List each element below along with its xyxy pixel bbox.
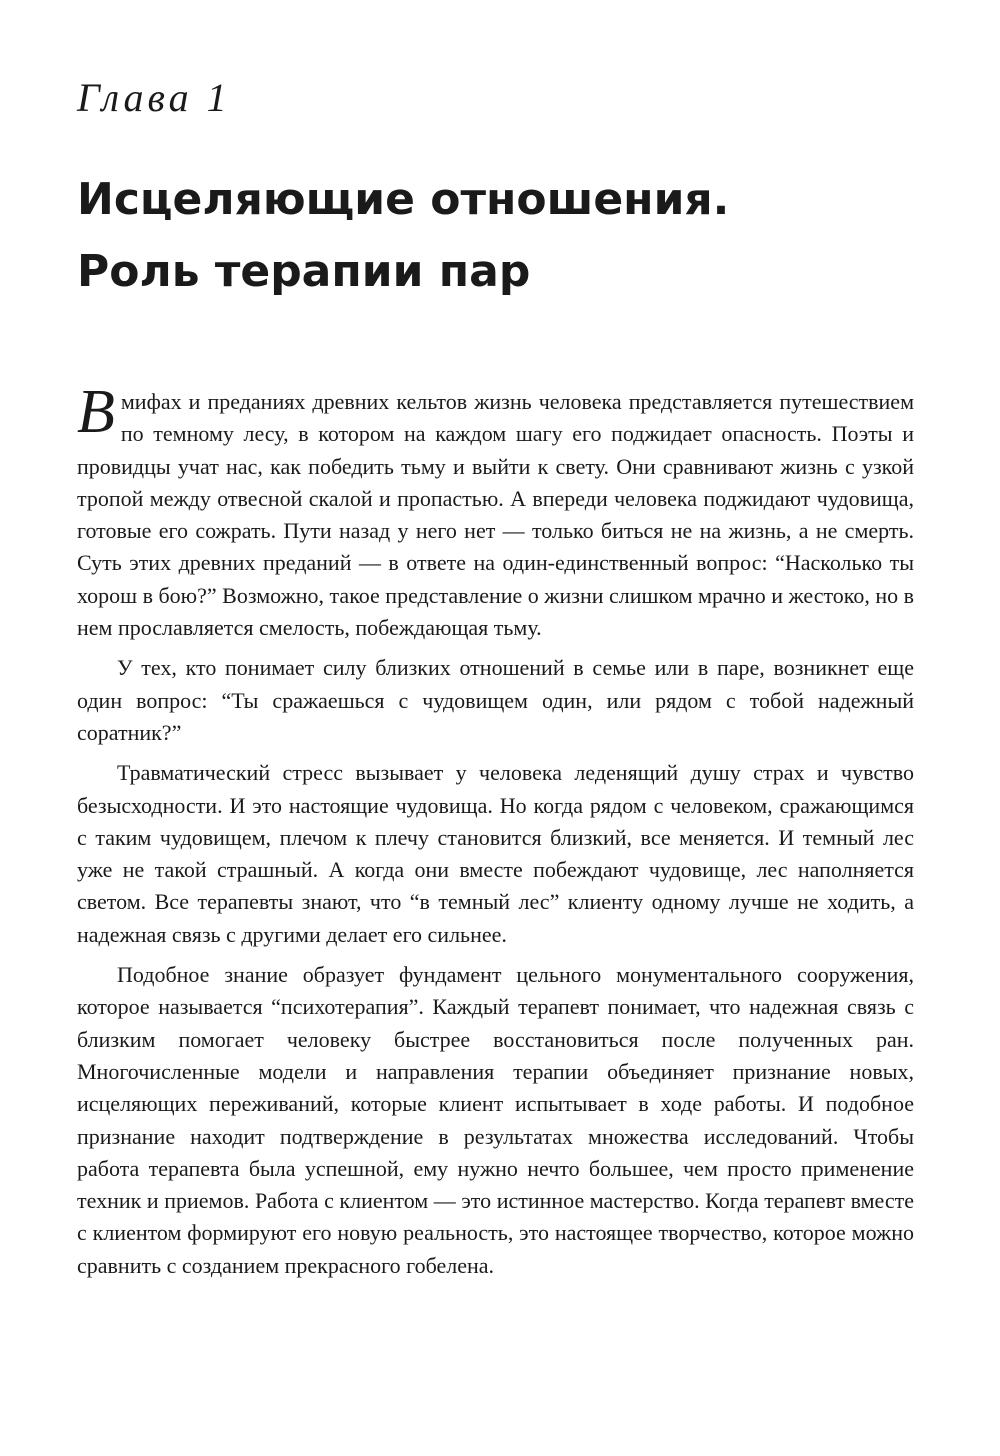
paragraph-2: У тех, кто понимает силу близких отношений в семье или в паре, возникнет еще один вопрос: “Ты сражаешься с чудовищем один, или рядом с тобой надежный соратник?” [77, 655, 914, 745]
paragraph-4: Подобное знание образует фундамент цельного монументального сооружения, которое называется “психотерапия”. Каждый терапевт понимает, что надежная связь с близким помогает человеку быстрее восстановиться после полученных ран. Многочисленные модели и направления терапии объединяет признание новых, исцеляющих переживаний, которые клиент испытывает в ходе работы. И подобное признание находит подтверждение в результатах множества исследований. Чтобы работа терапевта была успешной, ему нужно нечто большее, чем просто применение техник и приемов. Работа с клиентом — это истинное мастерство. Когда терапевт вместе с клиентом формируют его новую реальность, это настоящее творчество, которое можно сравнить с созданием прекрасного гобелена. [77, 962, 914, 1278]
chapter-title-line-1: Исцеляющие отношения. [77, 174, 730, 225]
chapter-title-line-2: Роль терапии пар [77, 246, 531, 297]
drop-cap: В [77, 378, 115, 446]
paragraph-1-text: мифах и преданиях древних кельтов жизнь человека представляется путешествием по темному лесу, в котором на каждом шагу его поджидает опасность. Поэты и провидцы учат нас, как победить тьму и выйти к свету. Они сравнивают жизнь с узкой тропой между отвесной скалой и пропастью. А впереди человека поджидают чудовища, готовые его сожрать. Пути назад у него нет — только биться не на жизнь, а не смерть. Суть этих древних преданий — в ответе на один-единственный вопрос: “Насколько ты хорош в бою?” Возможно, такое представление о жизни слишком мрачно и жестоко, но в нем прославляется смелость, побеждающая тьму. [77, 389, 915, 641]
chapter-label: Глава 1 [77, 75, 231, 120]
chapter-body [77, 378, 915, 1290]
paragraph-1 [77, 378, 915, 644]
paragraph-3: Травматический стресс вызывает у человека леденящий душу страх и чувство безысходности. И это настоящие чудовища. Но когда рядом с человеком, сражающимся с таким чудовищем, плечом к плечу становится близкий, все меняется. И темный лес уже не такой страшный. А когда они вместе побеждают чудовище, лес наполняется светом. Все терапевты знают, что “в темный лес” клиенту одному лучше не ходить, а надежная связь с другими делает его сильнее. [77, 760, 914, 947]
chapter-title [77, 164, 937, 308]
